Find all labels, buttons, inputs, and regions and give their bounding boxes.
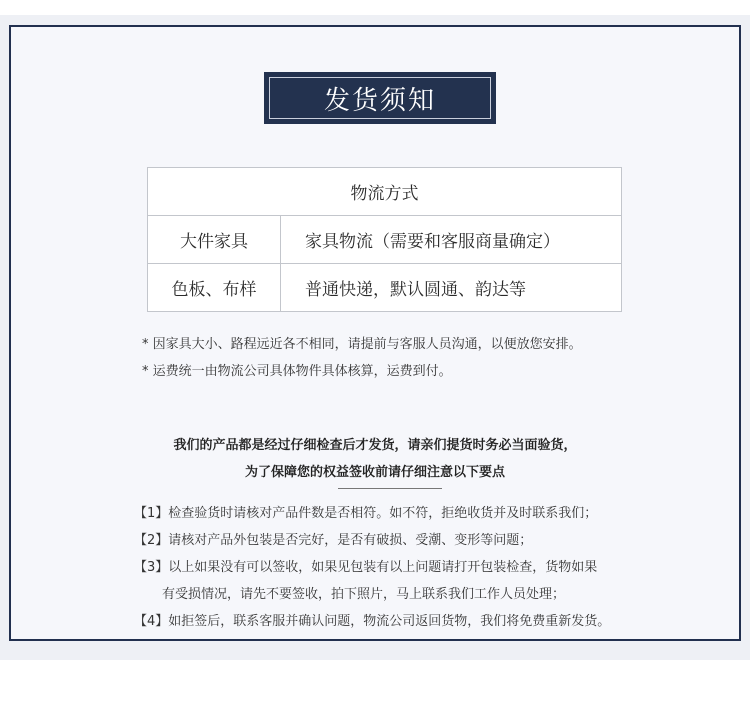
warning-line: 为了保障您的权益签收前请仔细注意以下要点 <box>244 465 505 480</box>
table-header-row <box>148 168 622 216</box>
divider <box>338 488 442 489</box>
shipping-method-cell: 家具物流（需要和客服商量确定） <box>281 216 622 264</box>
note-line: * 因家具大小、路程远近各不相同，请提前与客服人员沟通，以便放您安排。 <box>142 337 582 352</box>
shipping-notes <box>142 331 582 385</box>
warning-line: 我们的产品都是经过仔细检查后才发货，请亲们提货时务必当面验货， <box>173 438 577 453</box>
table-row <box>148 216 622 264</box>
inspection-warning <box>0 432 750 486</box>
title-banner <box>264 72 496 124</box>
page-title: 发货须知 <box>269 77 491 119</box>
table-row <box>148 264 622 312</box>
table-header: 物流方式 <box>148 168 622 216</box>
checklist-item-continuation: 有受损情况，请先不要签收，拍下照片，马上联系我们工作人员处理； <box>162 587 566 602</box>
shipping-method-cell: 普通快递，默认圆通、韵达等 <box>281 264 622 312</box>
checklist-item: 【1】检查验货时请核对产品件数是否相符。如不符，拒绝收货并及时联系我们； <box>134 506 598 521</box>
checklist-item: 【4】如拒签后，联系客服并确认问题，物流公司返回货物，我们将免费重新发货。 <box>134 614 611 629</box>
checklist-item: 【3】以上如果没有可以签收，如果见包装有以上问题请打开包装检查，货物如果 <box>134 560 598 575</box>
checklist-item: 【2】请核对产品外包装是否完好，是否有破损、受潮、变形等问题； <box>134 533 533 548</box>
cargo-type-cell: 大件家具 <box>148 216 281 264</box>
cargo-type-cell: 色板、布样 <box>148 264 281 312</box>
inspection-checklist <box>134 500 610 635</box>
logistics-table <box>147 167 622 312</box>
note-line: * 运费统一由物流公司具体物件具体核算，运费到付。 <box>142 364 452 379</box>
